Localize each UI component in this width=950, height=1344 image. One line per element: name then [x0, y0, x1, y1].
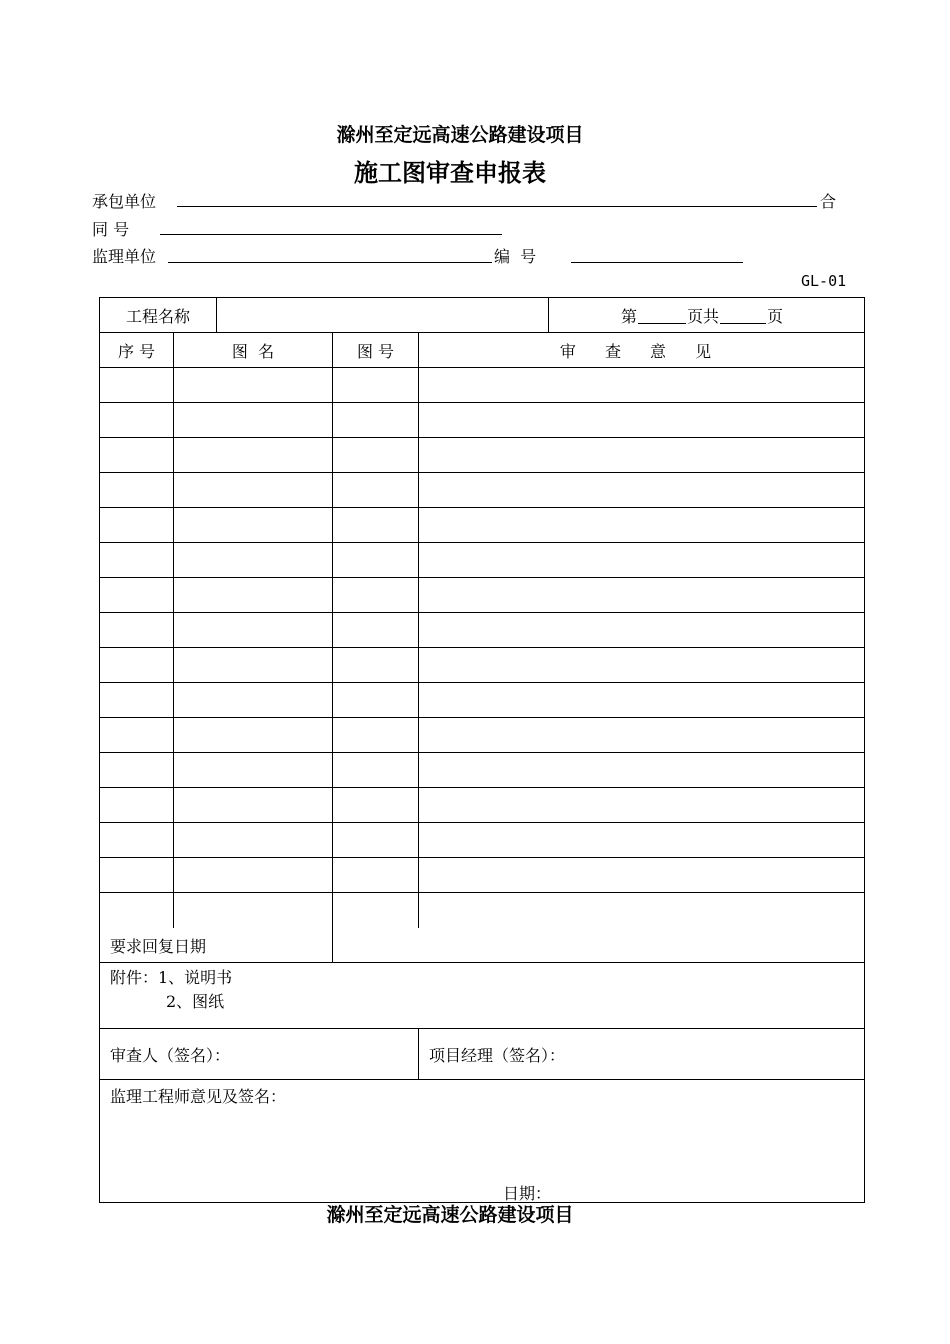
review-opinion-cell[interactable] — [418, 683, 864, 717]
project-name-field[interactable] — [216, 298, 548, 332]
reply-date-label: 要求回复日期 — [110, 936, 207, 956]
table-row — [100, 753, 864, 788]
contract-no-label: 同 号 — [92, 220, 130, 239]
col-drawing-name-header: 图 名 — [173, 333, 332, 367]
review-opinion-cell[interactable] — [418, 403, 864, 437]
drawing-name-cell[interactable] — [173, 823, 332, 857]
contract-label-tail: 合 — [820, 192, 837, 211]
date-label: 日期： — [503, 1184, 552, 1203]
table-row — [100, 438, 864, 473]
drawing-name-cell[interactable] — [173, 893, 332, 928]
review-opinion-cell[interactable] — [418, 578, 864, 612]
page-number-field[interactable] — [638, 307, 686, 324]
drawing-name-cell[interactable] — [173, 788, 332, 822]
drawing-name-cell[interactable] — [173, 403, 332, 437]
review-table — [99, 297, 865, 1203]
drawing-name-cell[interactable] — [173, 648, 332, 682]
drawing-no-cell[interactable] — [332, 753, 418, 787]
engineer-opinion-row — [100, 1080, 864, 1202]
review-opinion-cell[interactable] — [418, 438, 864, 472]
col-seq-header: 序 号 — [117, 341, 156, 361]
review-opinion-cell[interactable] — [418, 648, 864, 682]
table-row — [100, 893, 864, 928]
form-code: GL-01 — [801, 272, 847, 290]
project-title: 滁州至定远高速公路建设项目 — [336, 124, 584, 146]
drawing-name-cell[interactable] — [173, 368, 332, 402]
attachments-label: 附件：1、说明书 — [110, 968, 233, 987]
reviewer-label: 审查人（签名）： — [110, 1045, 231, 1065]
review-opinion-cell[interactable] — [418, 788, 864, 822]
supervisor-field[interactable] — [168, 262, 492, 263]
signature-row — [100, 1029, 864, 1080]
drawing-no-cell[interactable] — [332, 578, 418, 612]
drawing-no-cell[interactable] — [332, 893, 418, 928]
review-opinion-cell[interactable] — [418, 753, 864, 787]
page-prefix: 第 — [621, 306, 638, 326]
table-row — [100, 473, 864, 508]
page-middle: 页共 — [687, 306, 720, 326]
col-review-opinion-header: 审 查 意 见 — [418, 333, 864, 367]
seq-cell[interactable] — [100, 543, 173, 577]
page-total-field[interactable] — [720, 307, 766, 324]
manager-label: 项目经理（签名）： — [429, 1045, 566, 1065]
table-row — [100, 788, 864, 823]
table-row — [100, 508, 864, 543]
number-field[interactable] — [571, 262, 743, 263]
seq-cell[interactable] — [100, 823, 173, 857]
attachments-item-2: 2、图纸 — [166, 992, 225, 1011]
drawing-name-cell[interactable] — [173, 508, 332, 542]
seq-cell[interactable] — [100, 438, 173, 472]
seq-cell[interactable] — [100, 473, 173, 507]
seq-cell[interactable] — [100, 753, 173, 787]
seq-cell[interactable] — [100, 718, 173, 752]
review-opinion-cell[interactable] — [418, 543, 864, 577]
seq-cell[interactable] — [100, 893, 173, 928]
review-opinion-cell[interactable] — [418, 858, 864, 892]
table-row — [100, 368, 864, 403]
table-row — [100, 613, 864, 648]
review-opinion-cell[interactable] — [418, 613, 864, 647]
table-row — [100, 543, 864, 578]
drawing-no-cell[interactable] — [332, 613, 418, 647]
seq-cell[interactable] — [100, 508, 173, 542]
footer-project-title: 滁州至定远高速公路建设项目 — [326, 1204, 574, 1226]
drawing-no-cell[interactable] — [332, 788, 418, 822]
table-row — [100, 648, 864, 683]
drawing-no-cell[interactable] — [332, 403, 418, 437]
table-row — [100, 858, 864, 893]
supervisor-label: 监理单位 — [92, 247, 157, 266]
contractor-field[interactable] — [177, 206, 817, 207]
drawing-name-cell[interactable] — [173, 613, 332, 647]
project-name-label: 工程名称 — [125, 306, 190, 326]
seq-cell[interactable] — [100, 368, 173, 402]
form-title: 施工图审查申报表 — [354, 158, 546, 187]
drawing-no-cell[interactable] — [332, 648, 418, 682]
table-row — [100, 403, 864, 438]
data-rows — [100, 368, 864, 928]
page-suffix: 页 — [767, 306, 784, 326]
drawing-name-cell[interactable] — [173, 438, 332, 472]
seq-cell[interactable] — [100, 788, 173, 822]
review-opinion-cell[interactable] — [418, 823, 864, 857]
seq-cell[interactable] — [100, 648, 173, 682]
table-row — [100, 718, 864, 753]
contractor-label: 承包单位 — [92, 192, 157, 211]
drawing-name-cell[interactable] — [173, 473, 332, 507]
drawing-name-cell[interactable] — [173, 543, 332, 577]
table-row — [100, 578, 864, 613]
reply-date-field[interactable] — [332, 928, 864, 962]
project-name-row — [100, 298, 864, 333]
drawing-name-cell[interactable] — [173, 718, 332, 752]
number-label: 编 号 — [494, 247, 537, 266]
drawing-no-cell[interactable] — [332, 823, 418, 857]
drawing-no-cell[interactable] — [332, 368, 418, 402]
drawing-name-cell[interactable] — [173, 578, 332, 612]
drawing-name-cell[interactable] — [173, 858, 332, 892]
drawing-no-cell[interactable] — [332, 508, 418, 542]
table-row — [100, 683, 864, 718]
page-count — [548, 298, 864, 332]
seq-cell[interactable] — [100, 613, 173, 647]
drawing-no-cell[interactable] — [332, 858, 418, 892]
review-opinion-cell[interactable] — [418, 368, 864, 402]
drawing-no-cell[interactable] — [332, 438, 418, 472]
seq-cell[interactable] — [100, 683, 173, 717]
column-header-row — [100, 333, 864, 368]
reply-date-row — [100, 928, 864, 963]
review-opinion-cell[interactable] — [418, 893, 864, 928]
manager-signature[interactable] — [418, 1029, 864, 1079]
seq-cell[interactable] — [100, 578, 173, 612]
seq-cell[interactable] — [100, 858, 173, 892]
col-drawing-no-header: 图 号 — [332, 333, 418, 367]
review-opinion-cell[interactable] — [418, 718, 864, 752]
review-opinion-cell[interactable] — [418, 508, 864, 542]
seq-cell[interactable] — [100, 403, 173, 437]
review-opinion-cell[interactable] — [418, 473, 864, 507]
drawing-name-cell[interactable] — [173, 683, 332, 717]
contract-no-field[interactable] — [160, 234, 502, 235]
drawing-no-cell[interactable] — [332, 683, 418, 717]
table-row — [100, 823, 864, 858]
drawing-no-cell[interactable] — [332, 543, 418, 577]
attachments-row — [100, 963, 864, 1029]
engineer-opinion-label: 监理工程师意见及签名： — [110, 1087, 287, 1106]
reviewer-signature[interactable] — [100, 1029, 418, 1079]
drawing-name-cell[interactable] — [173, 753, 332, 787]
drawing-no-cell[interactable] — [332, 473, 418, 507]
drawing-no-cell[interactable] — [332, 718, 418, 752]
